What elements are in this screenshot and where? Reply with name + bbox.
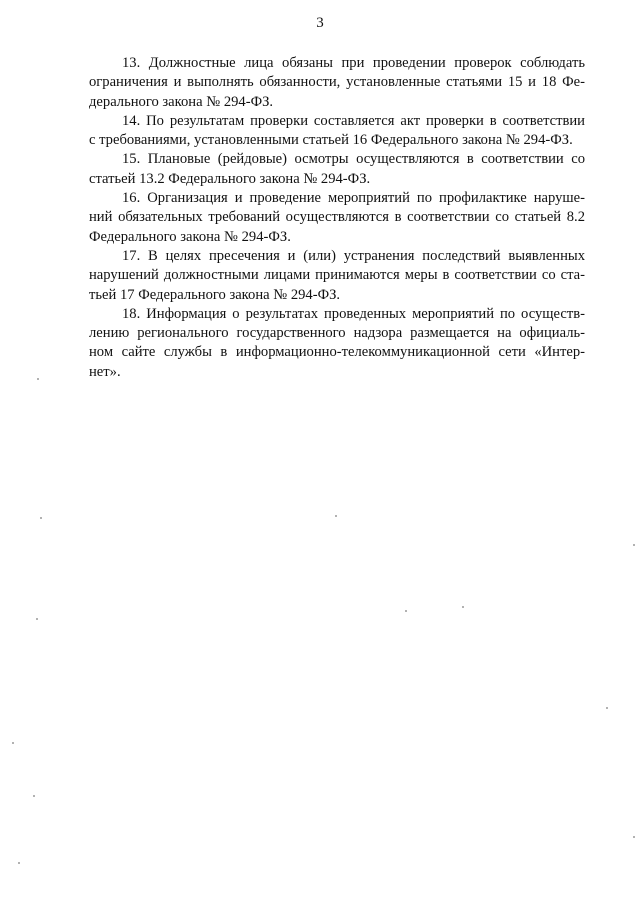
scan-speck <box>12 742 14 744</box>
scan-speck <box>462 606 464 608</box>
text-line: Федерального закона № 294-ФЗ. <box>89 228 291 245</box>
paragraph-17 <box>89 247 585 305</box>
text-line: тьей 17 Федерального закона № 294-ФЗ. <box>89 286 341 303</box>
text-line: 14. По результатам проверки составляется акт проверки в соответствии <box>122 112 585 129</box>
scan-speck <box>33 795 35 797</box>
text-line: 18. Информация о результатах проведенных мероприятий по осуществ- <box>122 305 585 322</box>
text-line: с требованиями, установленными статьей 16 Федерального закона № 294-ФЗ. <box>89 132 573 149</box>
scan-speck <box>633 836 635 838</box>
text-line: 16. Организация и проведение мероприятий по профилактике наруше- <box>122 190 585 207</box>
text-line: нет». <box>89 363 121 380</box>
paragraph-16 <box>89 189 585 247</box>
paragraph-13 <box>89 54 585 112</box>
text-line: лению регионального государственного надзора размещается на официаль- <box>89 325 585 342</box>
text-line: дерального закона № 294-ФЗ. <box>89 93 274 110</box>
text-line: 13. Должностные лица обязаны при проведении проверок соблюдать <box>122 55 585 71</box>
text-line: 17. В целях пресечения и (или) устранения последствий выявленных <box>122 247 585 264</box>
page-number: 3 <box>316 15 324 31</box>
scan-speck <box>405 610 407 612</box>
scan-speck <box>40 517 42 519</box>
paragraph-14 <box>89 112 585 151</box>
text-line: нарушений должностными лицами принимаются меры в соответствии со ста- <box>89 267 585 284</box>
text-line: ограничения и выполнять обязанности, установленные статьями 15 и 18 Фе- <box>89 74 585 91</box>
scan-speck <box>335 515 337 517</box>
text-line: 15. Плановые (рейдовые) осмотры осуществляются в соответствии со <box>122 151 585 168</box>
scan-speck <box>633 544 635 546</box>
scan-speck <box>36 618 38 620</box>
paragraph-15 <box>89 150 585 189</box>
scan-speck <box>37 378 39 380</box>
scan-speck <box>606 707 608 709</box>
scan-speck <box>18 862 20 864</box>
paragraph-18 <box>89 305 585 382</box>
text-line: ний обязательных требований осуществляются в соответствии со статьей 8.2 <box>89 209 585 226</box>
text-line: ном сайте службы в информационно-телекоммуникационной сети «Интер- <box>89 344 585 361</box>
text-line: статьей 13.2 Федерального закона № 294-ФЗ. <box>89 170 371 187</box>
document-body <box>89 54 585 382</box>
